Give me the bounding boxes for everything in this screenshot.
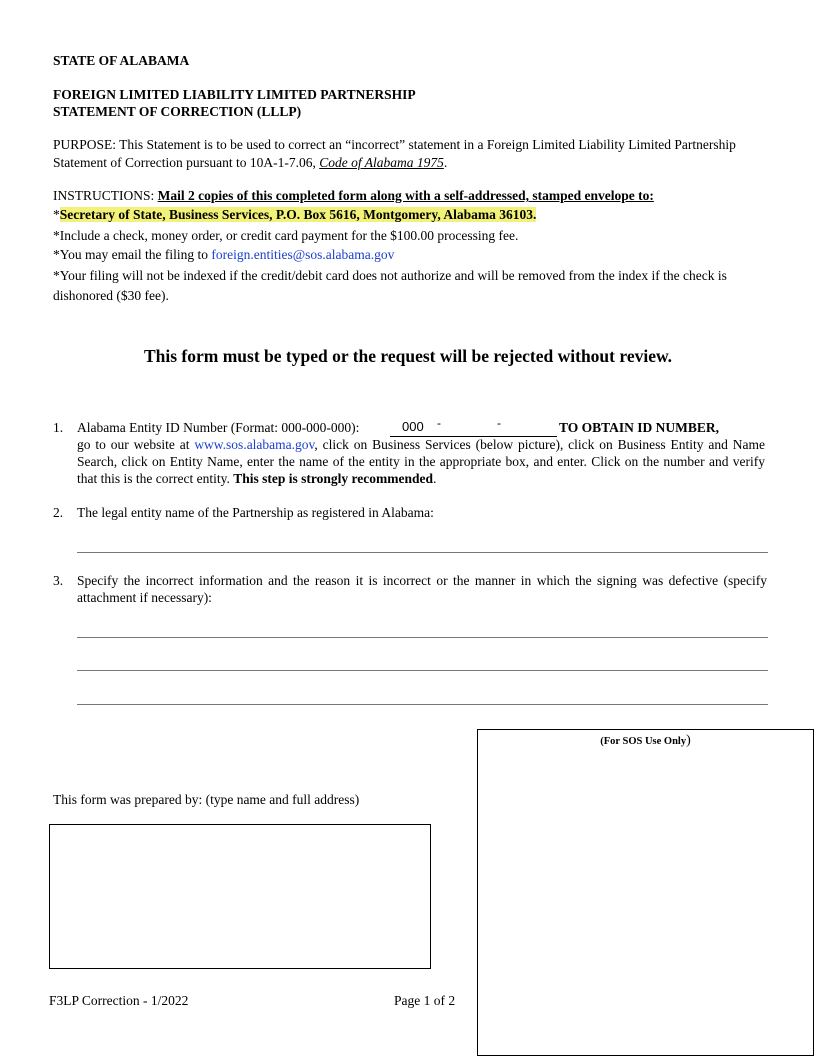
address-line bbox=[53, 206, 536, 224]
mail-instructions: Mail 2 copies of this completed form along with a self-addressed, stamped envelope to: bbox=[157, 188, 654, 203]
state-title: STATE OF ALABAMA bbox=[53, 53, 190, 68]
item2-number: 2. bbox=[53, 505, 64, 520]
item3-number: 3. bbox=[53, 573, 64, 588]
recommended-note: This step is strongly recommended bbox=[233, 471, 433, 486]
entity-id-dash-2: - bbox=[497, 416, 501, 430]
code-reference: Code of Alabama 1975 bbox=[319, 155, 444, 170]
form-id: F3LP Correction - 1/2022 bbox=[49, 993, 189, 1008]
email-line bbox=[53, 246, 394, 264]
payment-note: *Include a check, money order, or credit card payment for the $100.00 processing fee. bbox=[53, 228, 519, 243]
website-link[interactable]: www.sos.alabama.gov bbox=[194, 437, 315, 452]
item1-text-b: , click on Business Services (below picture), click on Business Entity and Name Search, click on Entity Name, enter the name of the entity in the appropriate box, and enter. Click on the number and verify that this is the correct entity. bbox=[77, 437, 765, 486]
item1-number: 1. bbox=[53, 420, 64, 435]
item1-text-a: go to our website at bbox=[77, 437, 195, 452]
correction-line-2[interactable] bbox=[77, 670, 768, 671]
correction-line-1[interactable] bbox=[77, 637, 768, 638]
address-star: * bbox=[53, 207, 60, 222]
item1-instructions bbox=[77, 436, 765, 487]
form-title-line2: STATEMENT OF CORRECTION (LLLP) bbox=[53, 104, 302, 119]
purpose-end: . bbox=[443, 155, 448, 170]
form-title-line1: FOREIGN LIMITED LIABILITY LIMITED PARTNERSHIP bbox=[53, 87, 416, 102]
prepared-by-label: This form was prepared by: (type name and full address) bbox=[53, 792, 360, 807]
correction-line-3[interactable] bbox=[77, 704, 768, 705]
entity-id-dash-1: - bbox=[437, 416, 441, 430]
email-prefix: *You may email the filing to bbox=[53, 247, 212, 262]
typed-notice: This form must be typed or the request will be rejected without review. bbox=[143, 346, 673, 366]
sos-use-only-label bbox=[478, 732, 813, 751]
sos-label-text: (For SOS Use Only bbox=[600, 736, 687, 747]
obtain-id-heading: TO OBTAIN ID NUMBER, bbox=[559, 420, 720, 435]
item1-label: Alabama Entity ID Number (Format: 000-000-000): bbox=[77, 420, 360, 435]
sos-use-only-box bbox=[477, 729, 814, 1056]
instructions-line bbox=[53, 187, 773, 205]
item2-label: The legal entity name of the Partnership as registered in Alabama: bbox=[77, 505, 434, 520]
item1-end: . bbox=[432, 471, 437, 486]
purpose-paragraph bbox=[53, 136, 753, 172]
email-link[interactable]: foreign.entities@sos.alabama.gov bbox=[211, 247, 395, 262]
mailing-address: Secretary of State, Business Services, P.O. Box 5616, Montgomery, Alabama 36103. bbox=[59, 207, 537, 222]
page-number: Page 1 of 2 bbox=[394, 993, 456, 1008]
entity-name-line[interactable] bbox=[77, 552, 768, 553]
item3-label: Specify the incorrect information and the reason it is incorrect or the manner in which the signing was defective (specify attachment if necessary): bbox=[77, 573, 767, 605]
purpose-text: PURPOSE: This Statement is to be used to correct an “incorrect” statement in a Foreign Limited Liability Limited Partnership Statement of Correction pursuant to 10A-1-7.06, bbox=[53, 137, 736, 170]
instructions-label: INSTRUCTIONS: bbox=[53, 188, 158, 203]
sos-label-paren: ) bbox=[686, 733, 691, 748]
preparer-address-box[interactable] bbox=[49, 824, 431, 969]
indexing-warning: *Your filing will not be indexed if the credit/debit card does not authorize and will be removed from the index if the check is dishonored ($30 fee). bbox=[53, 268, 727, 303]
entity-id-prefix: 000 bbox=[402, 419, 424, 434]
